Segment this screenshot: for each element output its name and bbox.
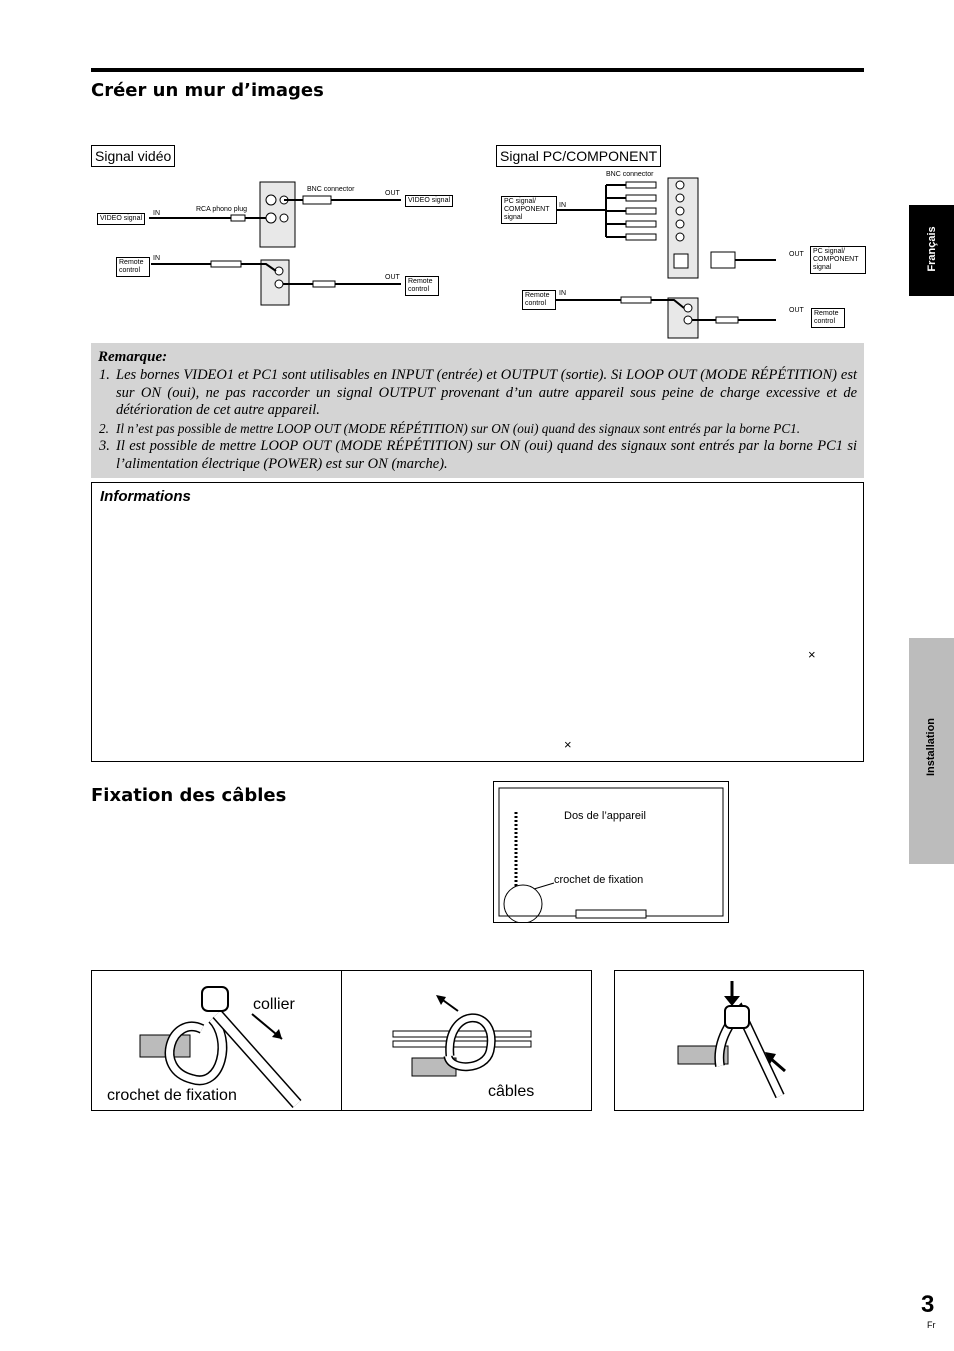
video-remote-in-box: Remote control: [116, 257, 150, 277]
steps-panel-1-2: [91, 970, 592, 1111]
label-hook-diagram: crochet de fixation: [554, 874, 644, 886]
chapter-tab: [909, 638, 954, 864]
pc-in-label-2: IN: [559, 290, 566, 297]
times-symbol-1: ×: [808, 647, 816, 662]
label-cables: câbles: [488, 1083, 535, 1100]
pc-out-label-2: OUT: [789, 307, 804, 314]
step2-illustration: [390, 986, 540, 1086]
pc-diagram-title: Signal PC/COMPONENT: [496, 145, 661, 167]
remarque-box: [91, 343, 864, 478]
informations-box: [91, 482, 864, 762]
label-back-of-unit: Dos de l’appareil: [564, 810, 646, 822]
note-3-text: Il est possible de mettre LOOP OUT (MODE RÉPÉTITION) sur ON (oui) quand des signaux sont entrés par la borne PC1 si l’alimentation électrique (POWER) est sur ON (marche).: [116, 438, 857, 472]
note-1-num: 1.: [99, 367, 110, 383]
back-of-unit-diagram: [493, 781, 729, 923]
video-signal-out-box: VIDEO signal: [405, 195, 453, 207]
language-tab-text: Français: [926, 226, 938, 272]
pc-signal-out-box: PC signal/ COMPONENT signal: [810, 246, 866, 274]
video-out-label-1: OUT: [385, 190, 400, 197]
page-lang-code: Fr: [927, 1320, 936, 1330]
pc-signal-in-box: PC signal/ COMPONENT signal: [501, 196, 557, 224]
label-crochet-step: crochet de fixation: [107, 1087, 237, 1104]
video-out-label-2: OUT: [385, 274, 400, 281]
note-1-text: Les bornes VIDEO1 et PC1 sont utilisables en INPUT (entrée) et OUTPUT (sortie). Si LOOP OUT (MODE RÉPÉTITION) est sur ON (oui), ne pas raccorder un signal OUTPUT provenant d’un autre appareil sous peine de charge excessive et de détérioration de cet autre appareil.: [116, 367, 857, 418]
note-2-num: 2.: [99, 421, 109, 436]
step3-illustration: [670, 976, 810, 1106]
page-number: 3: [921, 1291, 935, 1318]
note-3-num: 3.: [99, 438, 110, 454]
steps-panel-3: [614, 970, 864, 1111]
language-tab: [909, 205, 954, 296]
video-in-label-2: IN: [153, 255, 160, 262]
video-in-label-1: IN: [153, 210, 160, 217]
video-signal-in-box: VIDEO signal: [97, 213, 145, 225]
rca-plug-label: RCA phono plug: [196, 206, 247, 213]
informations-title: Informations: [100, 488, 191, 505]
chapter-tab-text: Installation: [925, 717, 937, 777]
remarque-title: Remarque:: [98, 349, 168, 365]
pc-out-label-1: OUT: [789, 251, 804, 258]
top-rule: [91, 68, 864, 72]
pc-in-label-1: IN: [559, 202, 566, 209]
video-bnc-label: BNC connector: [307, 186, 355, 193]
pc-bnc-label: BNC connector: [606, 171, 654, 178]
section-title-cable-fixing: Fixation des câbles: [91, 785, 287, 806]
note-2: [99, 420, 857, 438]
pc-remote-in-box: Remote control: [522, 290, 556, 310]
video-remote-out-box: Remote control: [405, 276, 439, 296]
times-symbol-2: ×: [564, 737, 572, 752]
section-title-video-wall: Créer un mur d’images: [91, 80, 324, 101]
note-1: [99, 367, 857, 420]
video-diagram-title: Signal vidéo: [91, 145, 175, 167]
note-2-text: Il n’est pas possible de mettre LOOP OUT (MODE RÉPÉTITION) sur ON (oui) quand des signaux sont entrés par la borne PC1.: [116, 421, 801, 436]
pc-remote-out-box: Remote control: [811, 308, 845, 328]
note-3: [99, 438, 857, 473]
label-collier: collier: [253, 996, 295, 1013]
